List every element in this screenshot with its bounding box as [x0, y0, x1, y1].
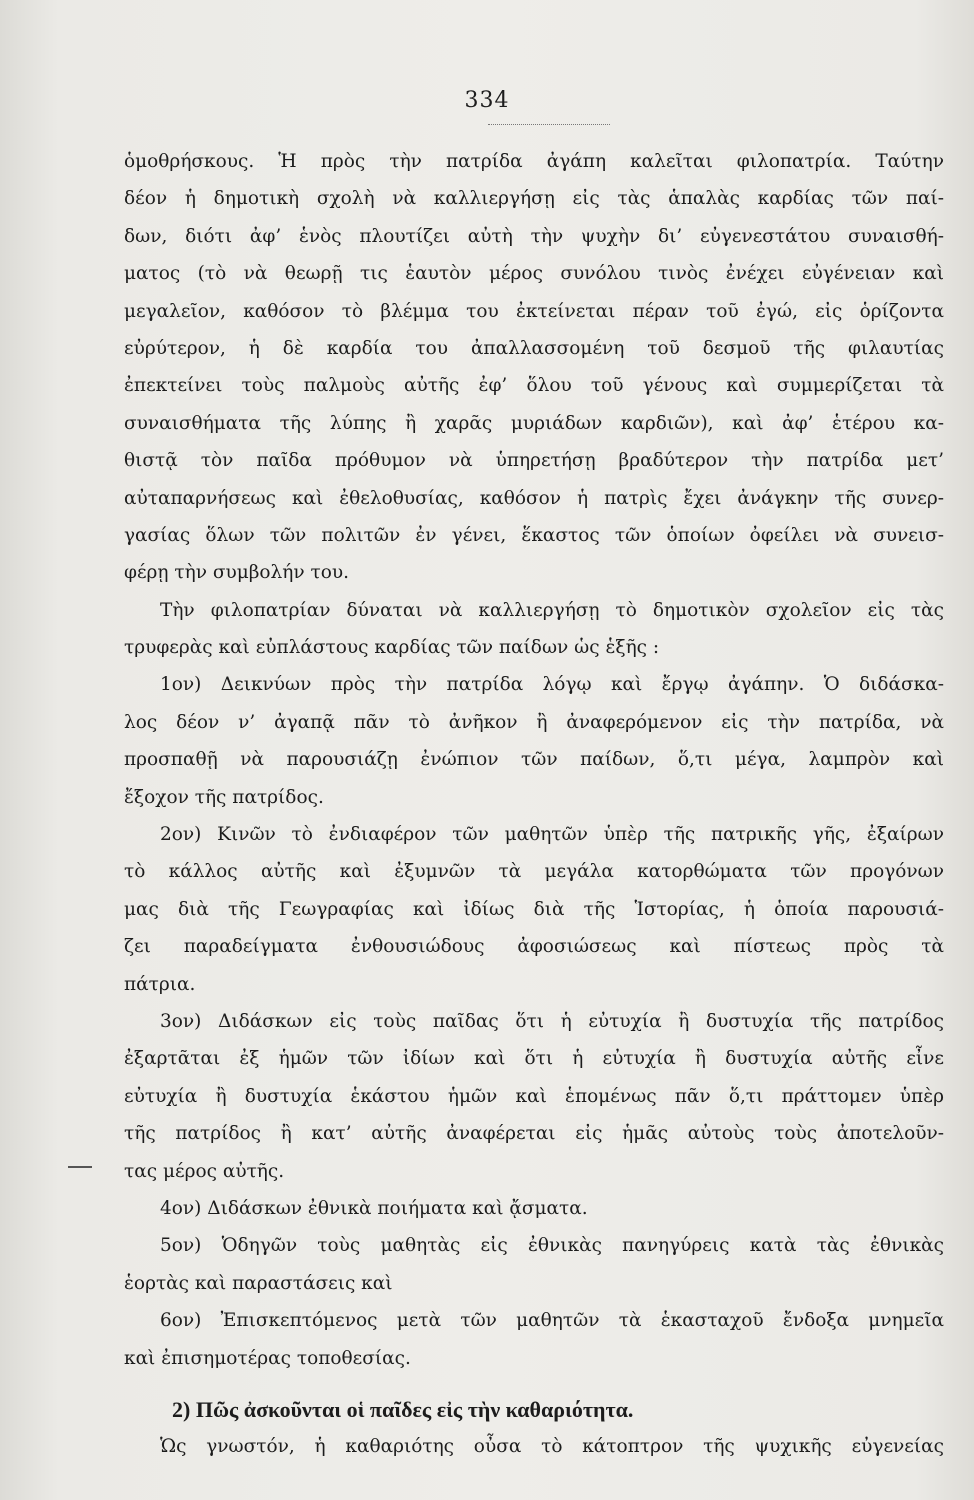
margin-mark [68, 1166, 92, 1168]
text-line: λος δέον ν’ ἀγαπᾷ πᾶν τὸ ἀνῆκον ἢ ἀναφερόμενον εἰς τὴν πατρίδα, νὰ [124, 711, 944, 733]
text-line: εὐτυχία ἢ δυστυχία ἑκάστου ἡμῶν καὶ ἑπομένως πᾶν ὅ,τι πράττομεν ὑπὲρ [124, 1085, 944, 1107]
text-line: προσπαθῇ νὰ παρουσιάζῃ ἐνώπιον τῶν παίδων, ὅ,τι μέγα, λαμπρὸν καὶ [124, 749, 944, 771]
text-line: ἐπεκτείνει τοὺς παλμοὺς αὐτῆς ἐφ’ ὅλου τοῦ γένους καὶ συμμερίζεται τὰ [124, 375, 944, 397]
text-line: αὐταπαρνήσεως καὶ ἐθελοθυσίας, καθόσον ἡ πατρὶς ἔχει ἀνάγκην τῆς συνερ- [124, 487, 944, 509]
text-line: ζει παραδείγματα ἐνθουσιώδους ἀφοσιώσεως καὶ πίστεως πρὸς τὰ [124, 936, 944, 958]
section-heading: 2) Πῶς ἀσκοῦνται οἱ παῖδες εἰς τὴν καθαριότητα. [172, 1396, 634, 1422]
text-line: συναισθήματα τῆς λύπης ἢ χαρᾶς μυριάδων καρδιῶν), καὶ ἀφ’ ἑτέρου κα- [124, 412, 944, 434]
text-line: εὐρύτερον, ἡ δὲ καρδία του ἀπαλλασσομένη τοῦ δεσμοῦ τῆς φιλαυτίας [124, 337, 944, 359]
text-line: δων, διότι ἀφ’ ἑνὸς πλουτίζει αὐτὴ τὴν ψυχὴν δι’ εὐγενεστάτου συναισθή- [124, 225, 944, 247]
list-item-4: 4ον) Διδάσκων ἐθνικὰ ποιήματα καὶ ᾄσματα. [160, 1197, 588, 1219]
text-line: πάτρια. [124, 973, 196, 995]
text-line: ματος (τὸ νὰ θεωρῇ τις ἑαυτὸν μέρος συνόλου τινὸς ἐνέχει εὐγένειαν καὶ [124, 263, 944, 285]
text-line: τας μέρος αὐτῆς. [124, 1160, 285, 1182]
body-text [124, 143, 944, 1466]
text-line: φέρῃ τὴν συμβολήν του. [124, 562, 349, 584]
paragraph-start: Ὡς γνωστόν, ἡ καθαριότης οὖσα τὸ κάτοπτρον τῆς ψυχικῆς εὐγενείας [160, 1436, 944, 1458]
list-item-5: 5ον) Ὁδηγῶν τοὺς μαθητὰς εἰς ἐθνικὰς πανηγύρεις κατὰ τὰς ἐθνικὰς [160, 1235, 944, 1257]
text-line: μεγαλεῖον, καθόσον τὸ βλέμμα του ἐκτείνεται πέραν τοῦ ἐγώ, εἰς ὁρίζοντα [124, 300, 944, 322]
text-line: ἑορτὰς καὶ παραστάσεις καὶ [124, 1272, 393, 1294]
list-item-2: 2ον) Κινῶν τὸ ἐνδιαφέρον τῶν μαθητῶν ὑπὲρ τῆς πατρικῆς γῆς, ἐξαίρων [160, 824, 944, 846]
text-line: τῆς πατρίδος ἢ κατ’ αὐτῆς ἀναφέρεται εἰς ἡμᾶς αὐτοὺς τοὺς ἀποτελοῦν- [124, 1123, 944, 1145]
text-line: δέον ἡ δημοτικὴ σχολὴ νὰ καλλιεργήσῃ εἰς τὰς ἁπαλὰς καρδίας τῶν παί- [124, 188, 944, 210]
text-line: καὶ ἐπισημοτέρας τοποθεσίας. [124, 1347, 411, 1369]
text-line: ὁμοθρήσκους. Ἡ πρὸς τὴν πατρίδα ἀγάπη καλεῖται φιλοπατρία. Ταύτην [124, 151, 944, 172]
text-line: ἔξοχον τῆς πατρίδος. [124, 786, 324, 808]
text-line: τρυφερὰς καὶ εὐπλάστους καρδίας τῶν παίδων ὡς ἑξῆς : [124, 637, 660, 659]
list-item-6: 6ον) Ἐπισκεπτόμενος μετὰ τῶν μαθητῶν τὰ ἑκασταχοῦ ἔνδοξα μνημεῖα [160, 1310, 944, 1332]
list-item-3: 3ον) Διδάσκων εἰς τοὺς παῖδας ὅτι ἡ εὐτυχία ἢ δυστυχία τῆς πατρίδος [160, 1010, 944, 1032]
text-line: ἐξαρτᾶται ἐξ ἡμῶν τῶν ἰδίων καὶ ὅτι ἡ εὐτυχία ἢ δυστυχία αὐτῆς εἶνε [124, 1048, 944, 1070]
page-number-rule [488, 124, 610, 125]
paragraph-start: Τὴν φιλοπατρίαν δύναται νὰ καλλιεργήσῃ τὸ δημοτικὸν σχολεῖον εἰς τὰς [160, 599, 944, 621]
text-line: γασίας ὅλων τῶν πολιτῶν ἐν γένει, ἕκαστος τῶν ὁποίων ὀφείλει νὰ συνεισ- [124, 524, 944, 546]
text-line: θιστᾷ τὸν παῖδα πρόθυμον νὰ ὑπηρετήσῃ βραδύτερον τὴν πατρίδα μετ’ [124, 450, 944, 472]
list-item-1: 1ον) Δεικνύων πρὸς τὴν πατρίδα λόγῳ καὶ ἔργῳ ἀγάπην. Ὁ διδάσκα- [160, 674, 944, 696]
text-line: τὸ κάλλος αὐτῆς καὶ ἐξυμνῶν τὰ μεγάλα κατορθώματα τῶν προγόνων [124, 861, 944, 883]
page-number: 334 [464, 88, 510, 113]
text-line: μας διὰ τῆς Γεωγραφίας καὶ ἰδίως διὰ τῆς Ἱστορίας, ἡ ὁποία παρουσιά- [124, 898, 944, 920]
